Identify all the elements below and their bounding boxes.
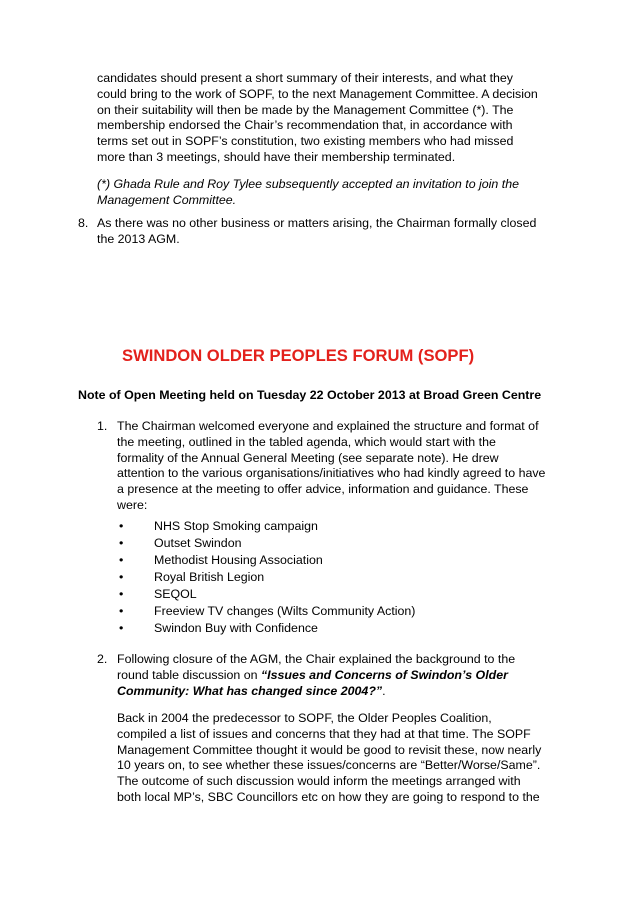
item-number: 1.: [97, 419, 108, 433]
text-line: The Chairman welcomed everyone and explained the structure and format of: [117, 419, 539, 433]
forum-title: SWINDON OLDER PEOPLES FORUM (SOPF): [122, 346, 475, 365]
text-line: the meeting, outlined in the tabled agenda, which would start with the: [117, 434, 496, 449]
list-item-label: Royal British Legion: [154, 570, 265, 584]
bullet-icon: •: [119, 519, 124, 533]
text-line: terms set out in SOPF’s constitution, two existing members who had missed: [97, 134, 514, 149]
text-line: Management Committee.: [97, 192, 237, 207]
organisations-list: [114, 518, 415, 637]
text-line: formality of the Annual General Meeting (see separate note). He drew: [117, 450, 499, 465]
discussion-topic-title: “Issues and Concerns of Swindon’s Older: [260, 667, 508, 682]
bullet-icon: •: [119, 536, 124, 550]
text-line: (*) Ghada Rule and Roy Tylee subsequently accepted an invitation to join the: [97, 177, 519, 191]
item-number: 2.: [97, 652, 108, 666]
text-line: candidates should present a short summary of their interests, and what they: [97, 71, 513, 85]
text-line: were:: [117, 497, 148, 512]
text-line: attention to the various organisations/initiatives who had kindly agreed to have: [117, 466, 546, 481]
list-item-label: Methodist Housing Association: [154, 553, 323, 567]
bullet-icon: •: [119, 570, 124, 584]
list-item: [114, 518, 415, 535]
bullet-icon: •: [119, 604, 124, 618]
bullet-icon: •: [119, 587, 124, 601]
list-item-label: Swindon Buy with Confidence: [154, 621, 318, 635]
list-item-label: Freeview TV changes (Wilts Community Action): [154, 604, 416, 618]
text-fragment: round table discussion on: [117, 667, 261, 682]
text-line: compiled a list of issues and concerns that they had at that time. The SOPF: [117, 726, 531, 741]
bullet-icon: •: [119, 553, 124, 567]
list-item-label: NHS Stop Smoking campaign: [154, 519, 318, 533]
text-line: Management Committee thought it would be good to revisit these, now nearly: [117, 742, 542, 757]
list-item: [114, 569, 415, 586]
text-line: could bring to the work of SOPF, to the next Management Committee. A decision: [97, 86, 538, 101]
bullet-icon: •: [119, 621, 124, 635]
text-line: both local MP’s, SBC Councillors etc on how they are going to respond to the: [117, 789, 540, 804]
text-line: As there was no other business or matters arising, the Chairman formally closed: [97, 216, 537, 230]
text-fragment: .: [382, 683, 386, 698]
text-line: a presence at the meeting to offer advice, information and guidance. These: [117, 482, 529, 497]
item-number: 8.: [78, 216, 89, 230]
text-line: more than 3 meetings, should have their membership terminated.: [97, 149, 456, 164]
item-8-paragraph: [97, 216, 536, 248]
point-2-intro: [117, 652, 515, 699]
text-line: on their suitability will then be made by the Management Committee (*). The: [97, 102, 514, 117]
text-line: [117, 668, 515, 684]
point-2-paragraph: [117, 711, 541, 806]
list-item: [114, 586, 415, 603]
committee-footnote: [97, 177, 519, 209]
meeting-heading: Note of Open Meeting held on Tuesday 22 October 2013 at Broad Green Centre: [78, 388, 542, 402]
text-line: 10 years on, to see whether these issues/concerns are “Better/Worse/Same”.: [117, 758, 541, 773]
agm-continuation-paragraph: [97, 71, 538, 166]
text-line: the 2013 AGM.: [97, 231, 180, 246]
text-line: Following closure of the AGM, the Chair explained the background to the: [117, 652, 516, 666]
list-item: [114, 620, 415, 637]
list-item-label: SEQOL: [154, 587, 197, 601]
list-item: [114, 603, 415, 620]
text-line: Back in 2004 the predecessor to SOPF, the Older Peoples Coalition,: [117, 711, 492, 725]
list-item: [114, 535, 415, 552]
list-item: [114, 552, 415, 569]
discussion-topic-title: Community: What has changed since 2004?”: [117, 683, 383, 698]
point-1-paragraph: [117, 419, 545, 514]
list-item-label: Outset Swindon: [154, 536, 242, 550]
text-line: [117, 684, 515, 700]
text-line: membership endorsed the Chair’s recommendation that, in accordance with: [97, 118, 513, 133]
text-line: The outcome of such discussion would inform the meetings arranged with: [117, 774, 521, 789]
